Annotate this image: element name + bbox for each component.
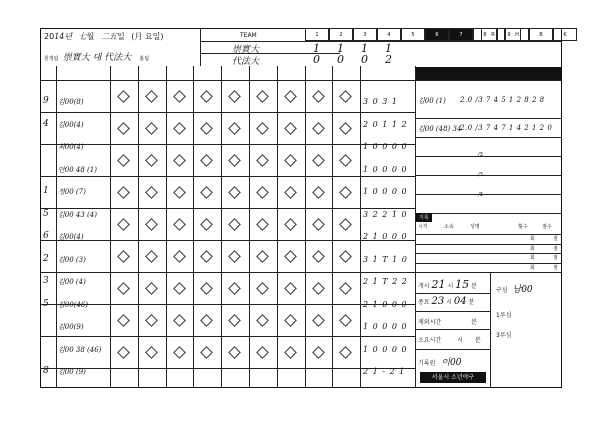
totals-header-cell: R [481, 28, 505, 41]
player-name: 김00 (4) [58, 278, 86, 286]
pitcher-name: 김00 (1) [418, 97, 446, 105]
player-name: 최00(4) [58, 143, 84, 151]
pitcher-row-line [415, 118, 562, 119]
records-inning-unit: 회 [530, 264, 535, 271]
batting-order-number: 9 [43, 96, 49, 106]
grid-col-line [166, 66, 167, 388]
totals-header-cell: B [529, 28, 553, 41]
start-hour-unit: 시 [447, 283, 454, 290]
records-inning-unit: 회 [530, 245, 535, 252]
records-title: 기록 [416, 213, 432, 222]
umpire-label: 구심 [496, 287, 508, 294]
inning-header-cell: 4 [377, 28, 401, 41]
grid-row-line [40, 112, 415, 113]
grid-col-line [305, 66, 306, 388]
start-label: 개시 [418, 283, 430, 290]
date-day: 二五 [100, 32, 117, 41]
batter-result: 1 0 0 0 0 [363, 187, 408, 196]
grid-row-line [40, 240, 415, 241]
inning-header-cell: 6 [425, 28, 449, 41]
grid-row-line [40, 304, 415, 305]
records-inning-unit: 회 [530, 255, 535, 261]
pitcher-row-line [415, 175, 562, 176]
start-min-unit: 분 [471, 283, 477, 290]
batter-result: 1 0 0 0 0 [363, 322, 408, 331]
end-min-unit: 분 [468, 299, 475, 306]
duration-time [418, 335, 481, 344]
inning-header-cell: 9 [497, 28, 521, 41]
batter-result: 3 0 3 1 [363, 97, 398, 106]
first-base-umpire: 1루심 [496, 312, 512, 319]
duration-min-unit: 분 [474, 337, 481, 344]
pitcher-row-line [415, 137, 562, 138]
batter-result: 2 1 - 2 1 [363, 367, 406, 376]
records-score-unit: 점 [553, 236, 558, 242]
away-inning-score: 1 [337, 42, 344, 55]
pitcher-empty-row: /3 [478, 172, 483, 178]
inning-header-cell: 1 [305, 28, 329, 41]
player-name: 김00(4) [58, 120, 84, 129]
grid-col-line [332, 66, 333, 388]
start-time [418, 278, 477, 291]
home-inning-score: 0 [361, 53, 368, 66]
home-inning-score: 2 [385, 53, 392, 66]
player-name: 김00(8) [58, 98, 84, 106]
start-min: 15 [455, 278, 470, 291]
records-header-cell: 소속 [444, 224, 454, 230]
month-unit: 월 [86, 32, 95, 41]
records-inning-unit: 회 [530, 236, 535, 242]
records-score-unit: 점 [553, 255, 558, 261]
away-inning-score: 1 [313, 42, 320, 55]
grid-col-line [221, 66, 222, 388]
org-banner: 서울시 소년야구 [420, 372, 486, 383]
delay-unit: 분 [471, 319, 477, 326]
records-header-cell: 횟수 [518, 224, 528, 230]
records-header-cell: 점수 [542, 224, 552, 230]
third-base-umpire: 3루심 [496, 332, 512, 339]
header-venue-row [44, 50, 200, 64]
records-row-line [415, 244, 562, 245]
end-label: 종료 [418, 299, 430, 306]
grid-row-line [40, 176, 415, 177]
batter-result: 2 1 0 0 0 [363, 299, 408, 309]
header-date-row [44, 31, 194, 47]
player-name: 김00(4) [58, 233, 84, 241]
records-header-cell: 성명 [470, 224, 480, 230]
inning-header-cell: 2 [329, 28, 353, 41]
records-row-line [415, 234, 562, 235]
inning-header-cell: 5 [401, 28, 425, 41]
batter-result: 3 2 2 1 0 [363, 209, 408, 219]
batting-order-number: 3 [43, 276, 49, 286]
totals-header-cell: K [553, 28, 577, 41]
away-inning-score: 1 [361, 42, 368, 55]
home-inning-score: 0 [313, 53, 320, 66]
away-inning-score: 1 [385, 42, 392, 55]
player-name: 정00 (7) [58, 188, 86, 196]
day-unit: 일 [116, 32, 125, 41]
batting-order-number: 8 [43, 366, 49, 376]
recorder-label: 기록원 [418, 360, 436, 367]
batting-order-number: 6 [43, 231, 49, 241]
batting-order-number: 5 [43, 208, 49, 219]
batter-result: 1 0 0 0 0 [363, 164, 408, 174]
away-team-label: 원정팀 [44, 56, 59, 62]
end-time [418, 296, 474, 307]
recorder [418, 355, 461, 368]
totals-header-cell: H [505, 28, 529, 41]
player-name: 김00(46) [58, 300, 89, 309]
pitcher-stats: 2.0 /3 7 4 7 1 4 2 1 2 0 [460, 124, 553, 132]
inning-header-cell: 3 [353, 28, 377, 41]
records-row-line [415, 253, 562, 254]
pitcher-row-line [415, 156, 562, 157]
batter-result: 1 0 0 0 0 [363, 344, 408, 354]
player-name: 김00(9) [58, 323, 84, 331]
grid-col-line [277, 66, 278, 388]
records-score-unit: 점 [553, 264, 558, 271]
home-team-label: 홈팀 [139, 56, 150, 62]
delay-label: 제외시간 [418, 319, 442, 326]
umpire [496, 282, 533, 295]
pitcher-name: 김00 (48) 34 [418, 125, 462, 133]
batter-result: 3 1 T 1 0 [363, 254, 408, 264]
end-min: 04 [453, 296, 467, 307]
batter-result: 2 1 T 2 2 [363, 277, 408, 286]
grid-row-line [40, 368, 415, 369]
venue-teams: 崇實大 대 代法大 [62, 53, 132, 63]
end-hour-unit: 시 [446, 299, 452, 306]
pitcher-stats: 2.0 /3 7 4 5 1 2 8 2 8 [460, 96, 545, 104]
date-year: 14년 [54, 32, 73, 41]
grid-row-line [40, 144, 415, 145]
recorder-name: 이00 [441, 358, 462, 368]
batting-order-number: 5 [43, 298, 49, 309]
inning-header-cell: 8 [473, 28, 497, 41]
grid-col-line [138, 66, 139, 388]
home-team-name: 代法大 [232, 57, 260, 67]
player-name: 김00 (3) [58, 255, 86, 264]
records-score-unit: 점 [553, 245, 558, 252]
team-column-header: TEAM [240, 32, 257, 39]
batting-order-number: 2 [43, 253, 49, 264]
pitcher-empty-row: /3 [478, 192, 483, 198]
batting-order-number: 4 [43, 118, 49, 129]
umpire-name: 남00 [512, 285, 533, 295]
inning-header-cell: 7 [449, 28, 473, 41]
batter-result: 1 0 0 0 0 [363, 142, 408, 151]
grid-col-line [249, 66, 250, 388]
player-name: 김00 38 (46) [58, 345, 102, 354]
batter-result: 2 0 1 1 2 [363, 119, 408, 129]
batting-order-number: 1 [43, 186, 49, 196]
pitcher-empty-row: /3 [478, 152, 483, 158]
date-prefix: 20 [44, 32, 55, 41]
player-name: 안00 48 (1) [58, 165, 97, 174]
grid-col-line [193, 66, 194, 388]
away-team-name: 崇實大 [232, 45, 260, 55]
end-hour: 23 [431, 296, 445, 307]
duration-label: 소요시간 [418, 337, 442, 344]
home-inning-score: 0 [337, 53, 344, 66]
date-month: 七 [78, 32, 87, 41]
duration-hour-unit: 시 [457, 337, 463, 344]
pitcher-header-bar [416, 67, 561, 80]
records-header-cell: 시각 [418, 224, 428, 230]
records-row-line [415, 263, 562, 264]
start-hour: 21 [431, 278, 446, 291]
player-name: 김00 (9) [58, 368, 86, 376]
grid-row-line [40, 336, 415, 337]
delay-time [418, 317, 477, 326]
player-name: 김00 43 (4) [58, 210, 97, 219]
batter-result: 2 1 0 0 0 [363, 232, 408, 241]
pitcher-row-line [415, 194, 562, 195]
grid-row-line [40, 272, 415, 273]
weekday: (月 요일) [131, 32, 164, 41]
